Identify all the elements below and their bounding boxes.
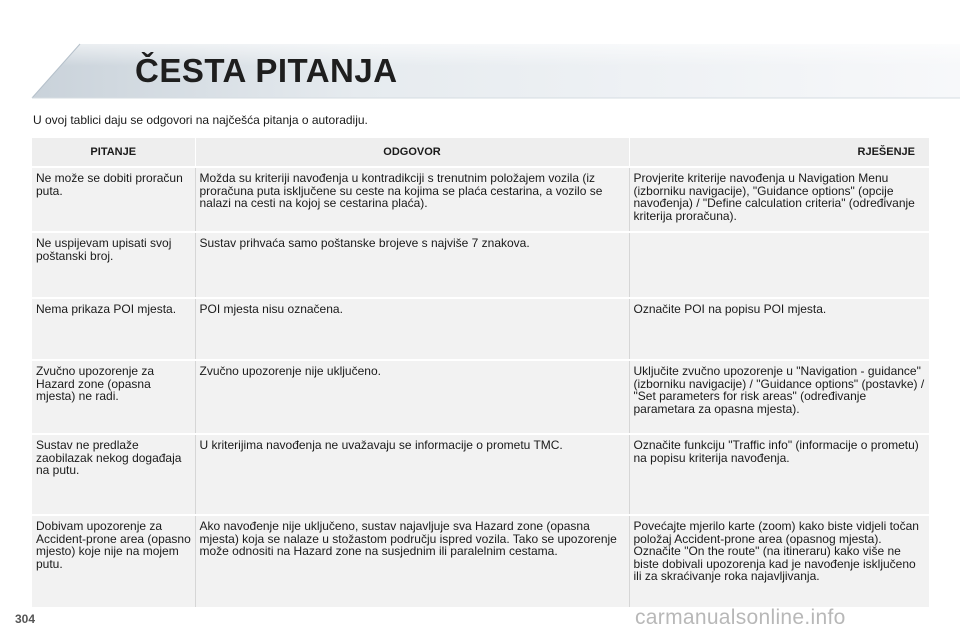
watermark: carmanualsonline.info xyxy=(635,606,846,629)
solution-cell: Uključite zvučno upozorenje u "Navigation - guidance" (izborniku navigacije) / "Guidance options" (postavke) / "Set parameters for risk areas" (određivanje parametara za opasna mjesta). xyxy=(629,360,929,434)
column-header-question: PITANJE xyxy=(32,138,195,167)
table-row xyxy=(32,167,929,232)
intro-text: U ovoj tablici daju se odgovori na najčešća pitanja o autoradiju. xyxy=(33,113,368,127)
page-title: ČESTA PITANJA xyxy=(135,52,398,89)
answer-cell: POI mjesta nisu označena. xyxy=(195,298,629,360)
table-row xyxy=(32,360,929,434)
question-cell: Ne uspijevam upisati svoj poštanski broj. xyxy=(32,232,195,298)
column-header-answer: ODGOVOR xyxy=(195,138,629,167)
page-number: 304 xyxy=(15,612,36,626)
question-cell: Dobivam upozorenje za Accident-prone area (opasno mjesto) koje nije na mojem putu. xyxy=(32,515,195,607)
table-row xyxy=(32,298,929,360)
solution-cell: Provjerite kriterije navođenja u Navigation Menu (izborniku navigacije), "Guidance options" (opcije navođenja) / "Define calculation criteria" (određivanje kriterija proračuna). xyxy=(629,167,929,232)
table-header-row xyxy=(32,138,929,167)
answer-cell: Sustav prihvaća samo poštanske brojeve s najviše 7 znakova. xyxy=(195,232,629,298)
question-cell: Nema prikaza POI mjesta. xyxy=(32,298,195,360)
answer-cell: Ako navođenje nije uključeno, sustav najavljuje sva Hazard zone (opasna mjesta) koja se nalaze u stožastom području ispred vozila. Tako se upozorenje može odnositi na Hazard zone na susjednim ili paralelnim cestama. xyxy=(195,515,629,607)
solution-cell: Označite funkciju "Traffic info" (informacije o prometu) na popisu kriterija navođenja. xyxy=(629,434,929,515)
solution-cell: Označite POI na popisu POI mjesta. xyxy=(629,298,929,360)
answer-cell: Zvučno upozorenje nije uključeno. xyxy=(195,360,629,434)
question-cell: Ne može se dobiti proračun puta. xyxy=(32,167,195,232)
solution-cell: Povećajte mjerilo karte (zoom) kako biste vidjeli točan položaj Accident-prone area (opasnog mjesta). Označite "On the route" (na itineraru) kako više ne biste dobivali upozorenja kad je navođenje isključeno ili za skraćivanje roka najavljivanja. xyxy=(629,515,929,607)
table-row xyxy=(32,434,929,515)
column-header-solution: RJEŠENJE xyxy=(629,138,929,167)
table-row xyxy=(32,515,929,607)
answer-cell: Možda su kriteriji navođenja u kontradikciji s trenutnim položajem vozila (iz proračuna puta isključene su ceste na kojima se plaća cestarina, a vozilo se nalazi na cesti na kojoj se cestarina plaća). xyxy=(195,167,629,232)
solution-cell xyxy=(629,232,929,298)
answer-cell: U kriterijima navođenja ne uvažavaju se informacije o prometu TMC. xyxy=(195,434,629,515)
question-cell: Sustav ne predlaže zaobilazak nekog događaja na putu. xyxy=(32,434,195,515)
faq-table xyxy=(32,138,929,607)
table-row xyxy=(32,232,929,298)
question-cell: Zvučno upozorenje za Hazard zone (opasna mjesta) ne radi. xyxy=(32,360,195,434)
